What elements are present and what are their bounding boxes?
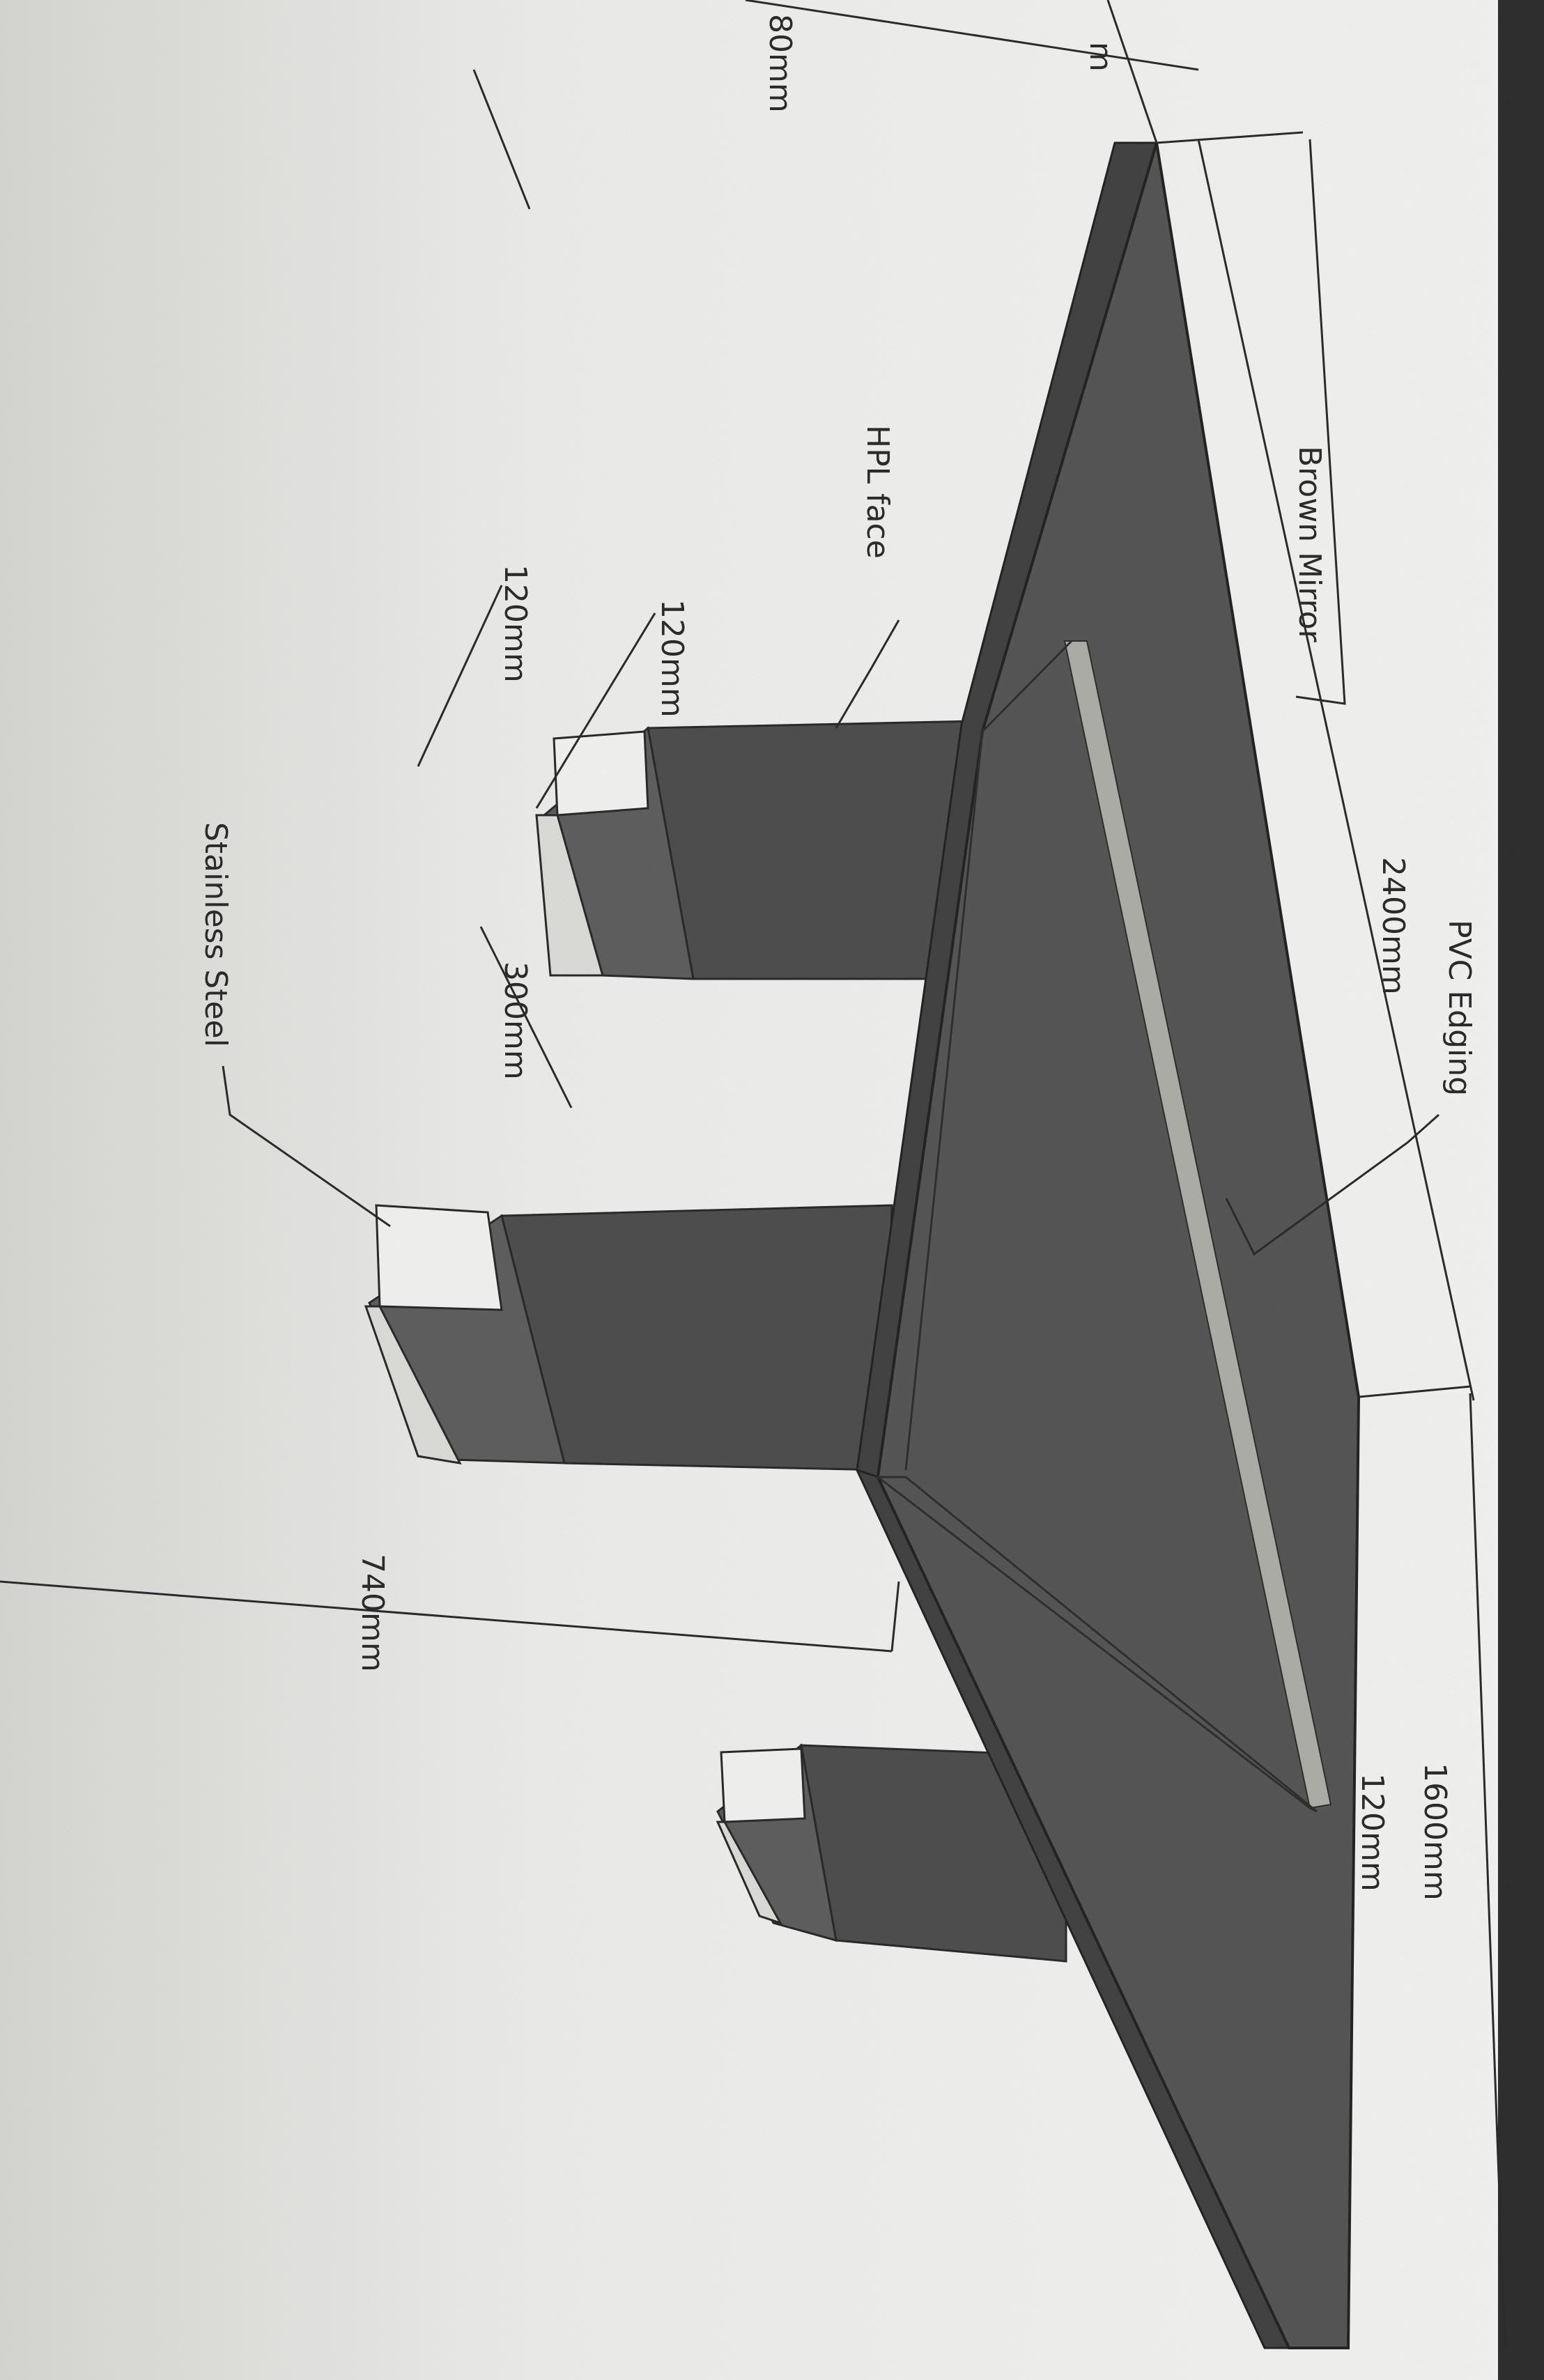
- label-hpl-face: HPL face: [860, 425, 895, 559]
- dim-leg-width-a: 120mm: [654, 599, 690, 718]
- label-brown-mirror: Brown Mirror: [1292, 446, 1327, 642]
- dim-length: 2400mm: [1375, 857, 1411, 995]
- dim-leg-width-b: 120mm: [497, 564, 533, 683]
- dim-top-thickness: 120mm: [1354, 1773, 1390, 1892]
- dim-top-left-partial-2: 80mm: [762, 14, 798, 113]
- dim-leg-depth: 300mm: [497, 961, 533, 1080]
- label-stainless-steel: Stainless Steel: [198, 822, 233, 1047]
- label-pvc-edging: PVC Edging: [1442, 920, 1477, 1097]
- dim-top-left-partial: m: [1083, 42, 1118, 72]
- dim-height: 740mm: [355, 1554, 390, 1672]
- dim-width: 1600mm: [1417, 1763, 1453, 1901]
